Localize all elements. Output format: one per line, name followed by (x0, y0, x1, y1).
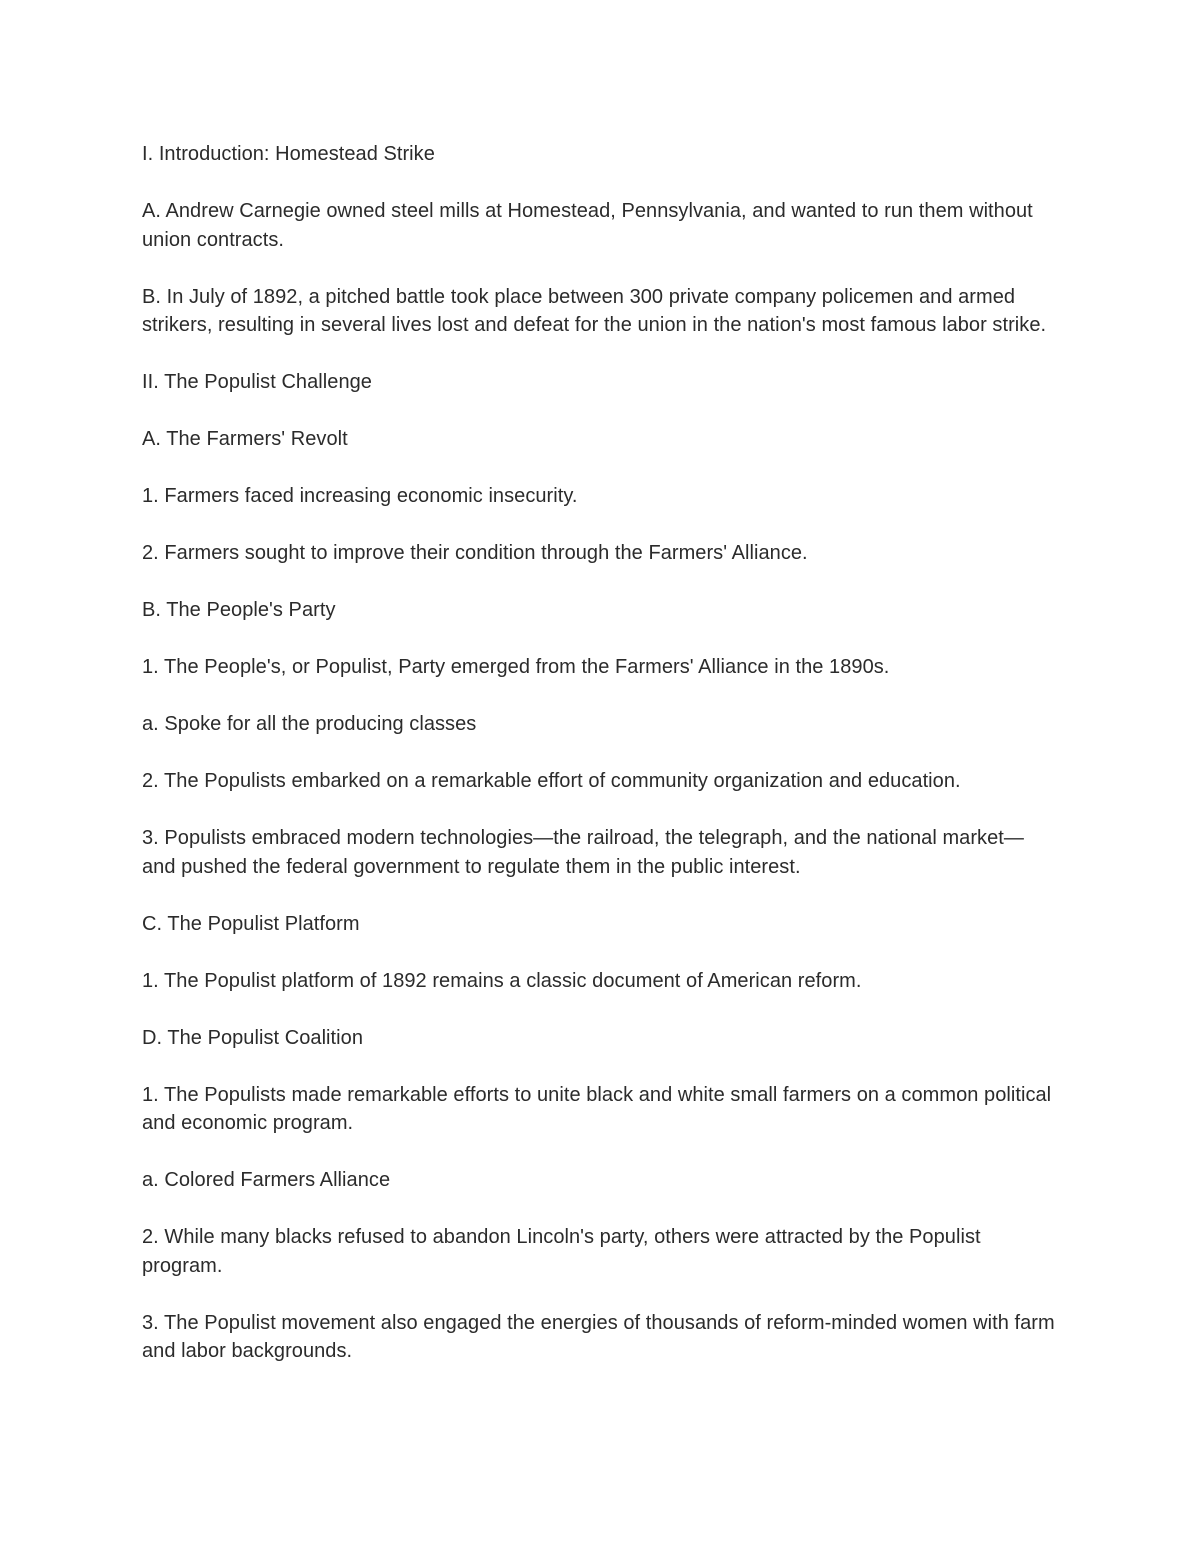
heading-populist-challenge: II. The Populist Challenge (142, 371, 372, 393)
paragraph-1892-battle: B. In July of 1892, a pitched battle took place between 300 private company policemen and armed strikers, resulting in several lives lost and defeat for the union in the nation's most famous labor strike. (142, 285, 1047, 336)
list-item-colored-farmers-alliance: a. Colored Farmers Alliance (142, 1169, 391, 1191)
document-body (142, 140, 1057, 1394)
list-item-reform-minded-women: 3. The Populist movement also engaged the energies of thousands of reform-minded women with farm and labor backgrounds. (142, 1311, 1055, 1362)
list-item-modern-technologies: 3. Populists embraced modern technologies—the railroad, the telegraph, and the national market—and pushed the federal government to regulate them in the public interest. (142, 827, 1024, 878)
list-item-economic-insecurity: 1. Farmers faced increasing economic insecurity. (142, 485, 578, 507)
subheading-populist-coalition: D. The Populist Coalition (142, 1026, 363, 1049)
paragraph-carnegie-steel-mills: A. Andrew Carnegie owned steel mills at Homestead, Pennsylvania, and wanted to run them without union contracts. (142, 200, 1033, 251)
heading-introduction-homestead-strike: I. Introduction: Homestead Strike (142, 143, 435, 165)
list-item-platform-1892: 1. The Populist platform of 1892 remains a classic document of American reform. (142, 969, 862, 992)
list-item-community-organization: 2. The Populists embarked on a remarkable effort of community organization and education. (142, 770, 961, 792)
subheading-peoples-party: B. The People's Party (142, 599, 336, 621)
subheading-populist-platform: C. The Populist Platform (142, 912, 360, 935)
list-item-unite-farmers: 1. The Populists made remarkable efforts to unite black and white small farmers on a common political and economic program. (142, 1083, 1052, 1134)
list-item-farmers-alliance: 2. Farmers sought to improve their condition through the Farmers' Alliance. (142, 542, 808, 564)
subheading-farmers-revolt: A. The Farmers' Revolt (142, 428, 348, 450)
list-item-producing-classes: a. Spoke for all the producing classes (142, 713, 477, 735)
list-item-party-emerged: 1. The People's, or Populist, Party emerged from the Farmers' Alliance in the 1890s. (142, 656, 890, 678)
list-item-lincolns-party: 2. While many blacks refused to abandon Lincoln's party, others were attracted by the Populist program. (142, 1226, 981, 1277)
